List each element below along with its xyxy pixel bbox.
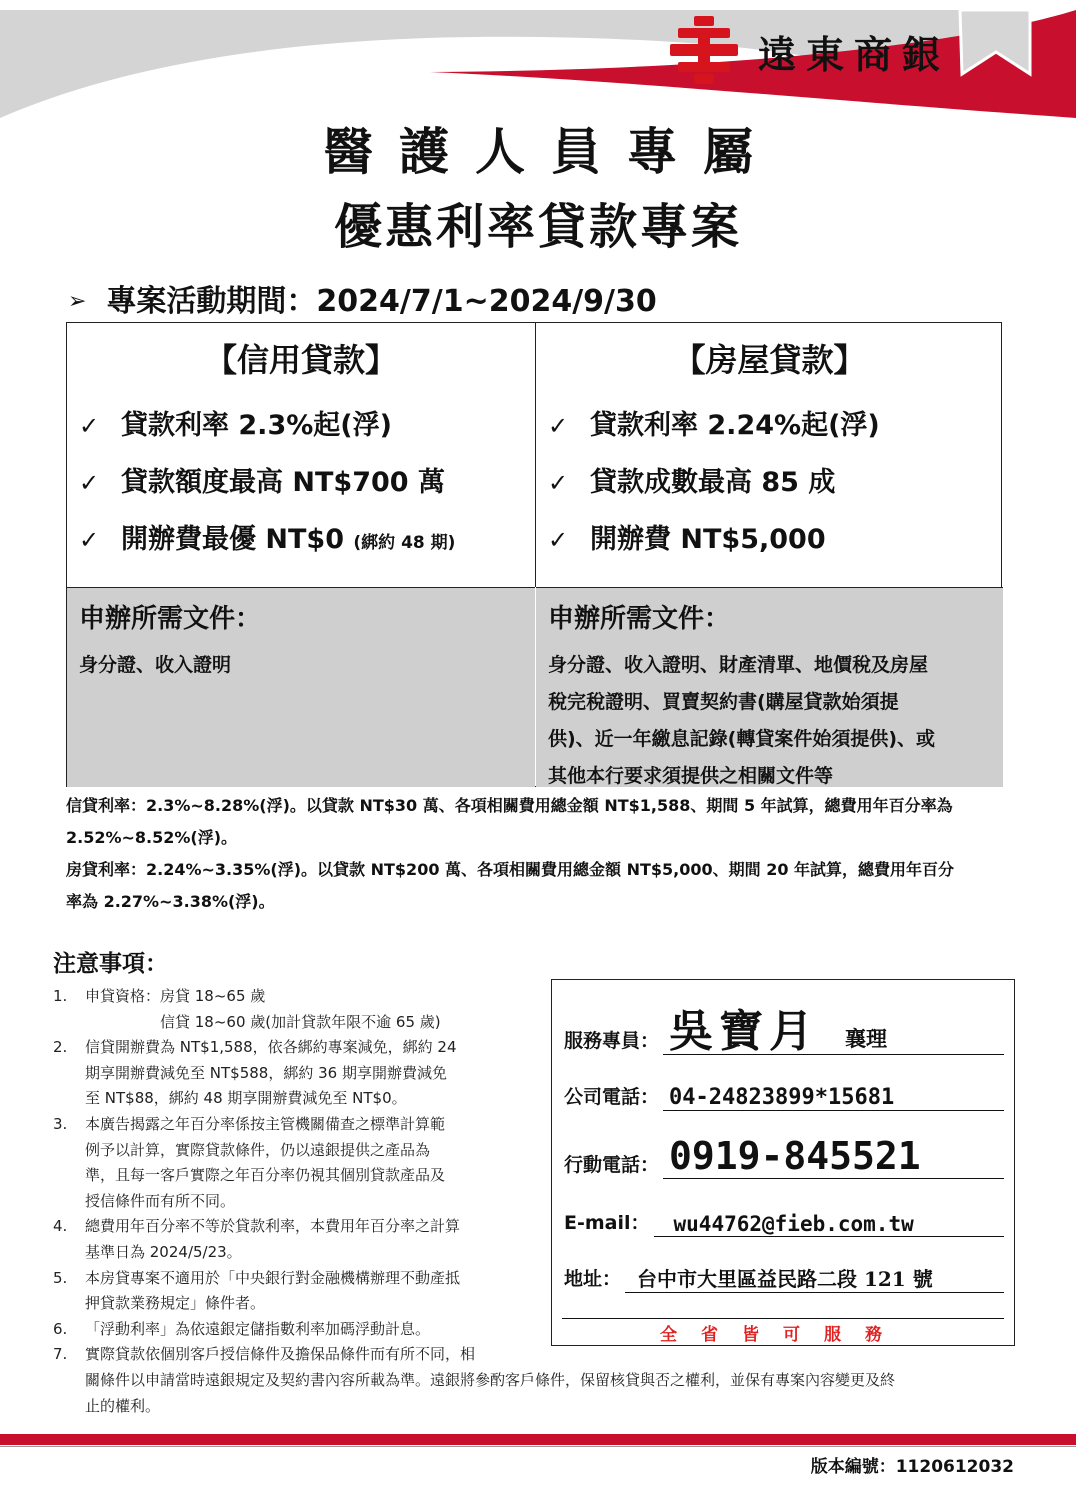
service-coverage: 全省皆可服務 [660,1325,906,1345]
product-table [66,322,1002,787]
mortgage-loan-heading: 【房屋貸款】 [673,341,866,379]
bank-logo-icon [668,14,740,86]
credit-loan-item [79,403,392,442]
campaign-period [68,276,657,320]
notice-line: 例予以計算，實際貸款條件，仍以遠銀提供之產品為 [85,1140,431,1159]
mortgage-loan-item-text: 貸款利率 2.24%起(浮) [590,410,880,441]
rate-note-line: 率為 2.27%~3.38%(浮)。 [66,892,275,911]
email-label: E-mail： [564,1212,650,1234]
agent-name: 吳寶月 [669,1006,820,1057]
page-subtitle: 優惠利率貸款專案 [333,199,742,255]
notice-item-text [85,1112,445,1214]
email-row [564,1208,1004,1237]
mobile-phone-value: 0919-845521 [663,1136,1004,1179]
mortgage-loan-docs [536,587,1003,787]
credit-loan-heading: 【信用貸款】 [204,341,397,379]
office-phone-row [564,1082,1004,1111]
agent-title: 襄理 [845,1026,888,1051]
credit-loan-column [67,323,535,676]
credit-loan-item-note: (綁約 48 期) [353,533,456,553]
check-icon: ✓ [548,412,569,440]
credit-loan-item [79,517,455,556]
credit-loan-item-text: 貸款額度最高 NT$700 萬 [121,467,445,498]
notice-item-text [85,1317,430,1343]
service-underline [562,1318,1004,1319]
check-icon: ✓ [79,412,100,440]
notice-item-text [85,1214,460,1265]
notice-item-text [85,1342,895,1419]
notice-heading: 注意事項： [53,951,168,977]
mortgage-loan-item [548,403,880,442]
version-number: 版本編號：1120612032 [810,1457,1014,1477]
rate-note-line: 房貸利率：2.24%~3.35%(浮)。以貸款 NT$200 萬、各項相關費用總金額 NT$5,000、期間 20 年試算，總費用年百分 [66,860,955,879]
notice-line: 關條件以申請當時遠銀規定及契約書內容所載為準。遠銀將參酌客戶條件，保留核貸與否之權利，並保有專案內容變更及終 [85,1370,896,1389]
agent-line [663,1006,1004,1057]
docs-heading: 申辦所需文件： [548,604,731,634]
notice-item-number: 6. [53,1319,68,1338]
credit-loan-item-text: 開辦費最優 NT$0 [121,524,354,555]
docs-text: 身分證、收入證明 [79,654,232,676]
check-icon: ✓ [79,526,100,554]
notice-item-number: 1. [53,987,68,1005]
notice-line: 期享開辦費減免至 NT$588，綁約 36 期享開辦費減免 [85,1063,447,1082]
credit-loan-docs [67,587,535,787]
notice-line: 押貸款業務規定」條件者。 [85,1294,266,1313]
notice-line: 準，且每一客戶實際之年百分率仍視其個別貸款產品及 [85,1166,446,1185]
notice-line: 「浮動利率」為依遠銀定儲指數利率加碼浮動計息。 [85,1319,431,1338]
mobile-phone-label: 行動電話： [564,1153,660,1176]
mobile-phone-row [564,1136,1004,1179]
contact-card [551,979,1015,1346]
notice-line: 止的權利。 [85,1396,161,1415]
agent-row [564,1006,1004,1057]
notice-line: 總費用年百分率不等於貸款利率，本費用年百分率之計算 [85,1217,461,1236]
agent-label: 服務專員： [564,1030,660,1052]
check-icon: ✓ [79,469,100,497]
docs-heading: 申辦所需文件： [79,604,262,634]
check-icon: ✓ [548,469,569,497]
notice-item-number: 3. [53,1114,68,1133]
office-phone-value: 04-24823899*15681 [663,1085,1004,1111]
notice-item-number: 7. [53,1345,68,1364]
footer-divider [0,1446,1076,1447]
mortgage-loan-item-text: 貸款成數最高 85 成 [590,467,836,498]
address-row [564,1263,1004,1293]
rate-note-line: 信貸利率：2.3%~8.28%(浮)。以貸款 NT$30 萬、各項相關費用總金額 NT$1,588、期間 5 年試算，總費用年百分率為 [66,796,953,815]
mortgage-loan-item [548,517,826,556]
office-phone-label: 公司電話： [564,1086,660,1108]
docs-line: 稅完稅證明、買賣契約書(購屋貸款始須提 [548,691,899,713]
address-value: 台中市大里區益民路二段 121 號 [625,1263,1004,1293]
campaign-period-text: 專案活動期間：2024/7/1~2024/9/30 [106,284,657,319]
address-label: 地址： [564,1268,622,1290]
notice-line: 基準日為 2024/5/23。 [85,1242,242,1261]
notice-item-number: 2. [53,1038,68,1057]
bank-name: 遠東商銀 [758,32,951,77]
notice-line: 實際貸款依個別客戶授信條件及擔保品條件而有所不同，相 [85,1345,476,1364]
email-value[interactable]: wu44762@fieb.com.tw [654,1212,1004,1237]
mortgage-loan-item [548,460,835,499]
notice-line: 本廣告揭露之年百分率係按主管機關備查之標準計算範 [85,1114,446,1133]
notice-item-text [85,1266,460,1317]
credit-loan-item [79,460,445,499]
notice-line: 至 NT$88，綁約 48 期享開辦費減免至 NT$0。 [85,1089,407,1108]
notice-line: 授信條件而有所不同。 [85,1191,236,1210]
mortgage-loan-item-text: 開辦費 NT$5,000 [590,524,826,555]
notice-line: 本房貸專案不適用於「中央銀行對金融機構辦理不動產抵 [85,1268,461,1287]
docs-text [548,647,991,795]
notice-line: 信貸開辦費為 NT$1,588，依各綁約專案減免，綁約 24 [85,1038,457,1057]
docs-line: 身分證、收入證明、財產清單、地價稅及房屋 [548,654,929,676]
mortgage-loan-column [535,323,1003,787]
docs-line: 其他本行要求須提供之相關文件等 [548,765,834,787]
page-title: 醫護人員專屬 [323,123,779,181]
check-icon: ✓ [548,526,569,554]
notice-item-text [85,1035,457,1112]
notice-item-text [85,984,441,1035]
rate-disclosure [66,790,1026,918]
footer-bar [0,1434,1076,1445]
rate-note-line: 2.52%~8.52%(浮)。 [66,828,238,847]
notice-line: 申貸資格：房貸 18~65 歲 [85,987,266,1005]
credit-loan-item-text: 貸款利率 2.3%起(浮) [121,410,392,441]
notice-item-number: 4. [53,1217,68,1236]
notice-item-number: 5. [53,1268,68,1287]
notice-line: 信貸 18~60 歲(加計貸款年限不逾 65 歲) [85,1012,441,1031]
docs-line: 供)、近一年繳息記錄(轉貸案件始須提供)、或 [548,728,936,750]
arrow-bullet-icon: ➢ [68,289,87,314]
notice-item [53,1342,1033,1419]
